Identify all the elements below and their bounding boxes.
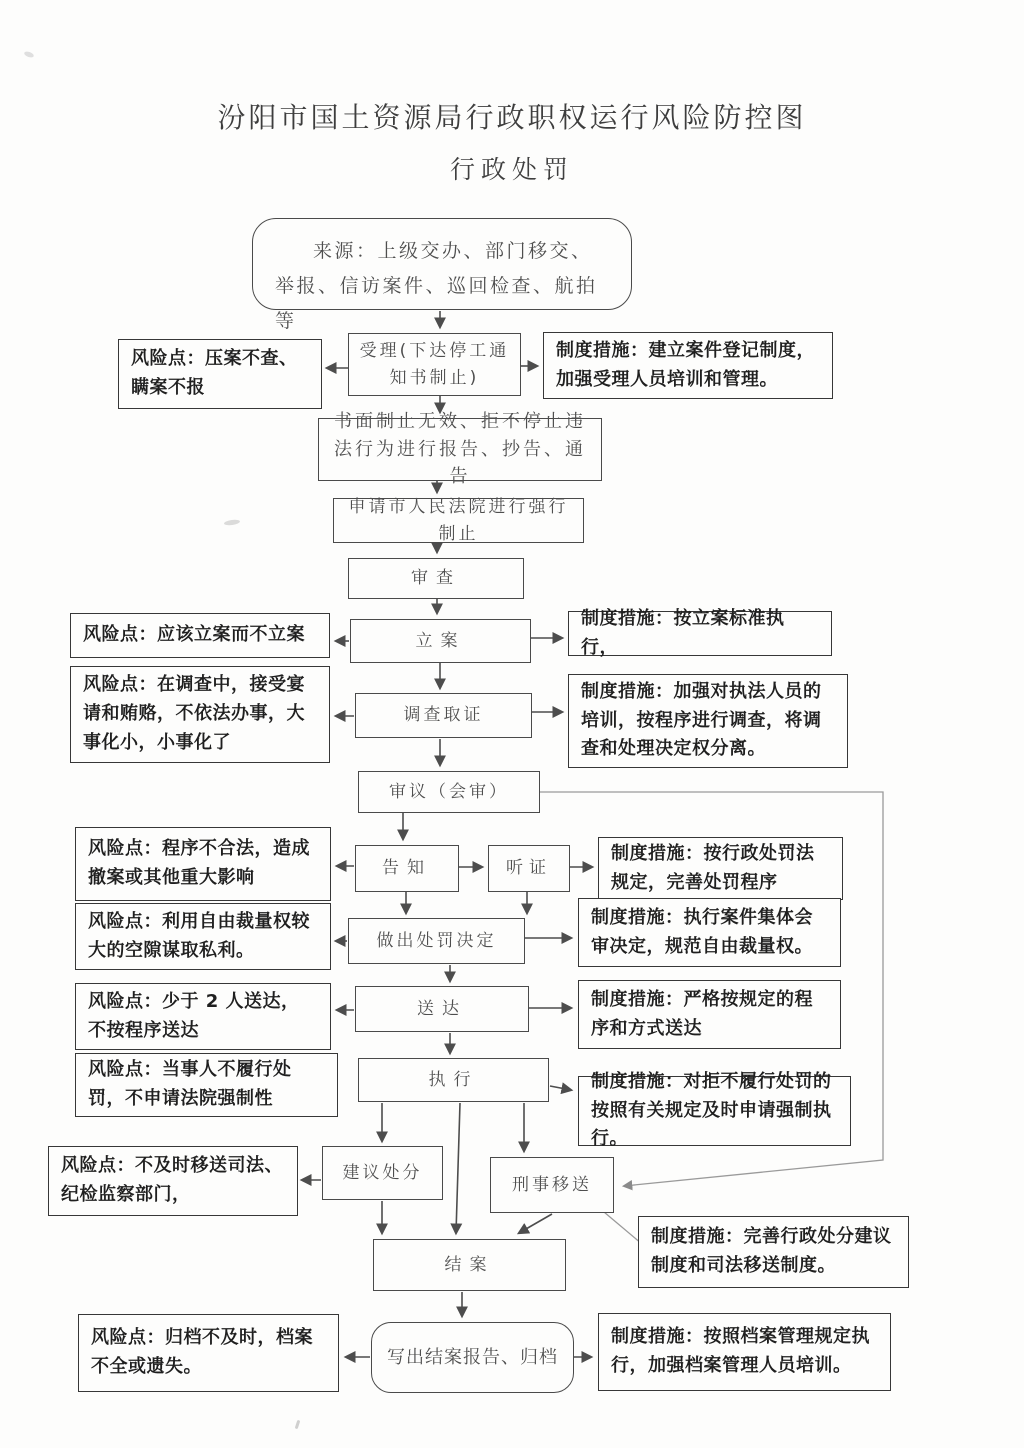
risk-filing: 风险点：应该立案而不立案 <box>70 613 330 658</box>
page-title: 汾阳市国土资源局行政职权运行风险防控图 <box>217 101 807 134</box>
node-filing: 立案 <box>350 619 531 663</box>
node-notify: 告知 <box>355 845 459 892</box>
measure-execution: 制度措施：对拒不履行处罚的按照有关规定及时申请强制执行。 <box>578 1076 851 1146</box>
node-investigation: 调查取证 <box>355 693 532 738</box>
page-subtitle: 行政处罚 <box>449 155 574 184</box>
node-suggest-sanction: 建议处分 <box>322 1146 443 1200</box>
node-hearing: 听证 <box>488 845 570 892</box>
node-written-stop: 书面制止无效、拒不停止违法行为进行报告、抄告、通告 <box>318 418 602 481</box>
measure-investigation: 制度措施：加强对执法人员的培训，按程序进行调查，将调查和处理决定权分离。 <box>568 674 848 768</box>
measure-notify: 制度措施：按行政处罚法规定，完善处罚程序 <box>598 837 843 900</box>
measure-delivery: 制度措施：严格按规定的程序和方式送达 <box>578 980 841 1049</box>
measure-filing: 制度措施：按立案标准执行， <box>568 611 832 656</box>
node-delivery: 送达 <box>355 986 529 1032</box>
node-source: 来源：上级交办、部门移交、举报、信访案件、巡回检查、航拍等 <box>252 218 632 310</box>
risk-investigation: 风险点：在调查中，接受宴请和贿赂，不依法办事，大事化小，小事化了 <box>70 666 330 763</box>
node-court-enforce: 申请市人民法院进行强行制止 <box>333 498 584 543</box>
scan-artifact <box>295 1420 301 1429</box>
measure-accept: 制度措施：建立案件登记制度，加强受理人员培训和管理。 <box>543 332 833 399</box>
node-accept: 受理(下达停工通知书制止) <box>348 333 521 396</box>
node-review: 审查 <box>348 558 524 599</box>
node-decision: 做出处罚决定 <box>348 918 525 964</box>
measure-decision: 制度措施：执行案件集体会审决定，规范自由裁量权。 <box>578 898 841 967</box>
risk-delivery: 风险点：少于 2 人送达，不按程序送达 <box>75 983 331 1050</box>
node-criminal-transfer: 刑事移送 <box>490 1157 614 1213</box>
risk-archive: 风险点：归档不及时，档案不全或遗失。 <box>78 1314 339 1392</box>
scan-artifact <box>23 50 34 58</box>
scan-artifact <box>224 519 241 526</box>
node-report-archive: 写出结案报告、归档 <box>371 1322 574 1393</box>
risk-transfer: 风险点：不及时移送司法、纪检监察部门， <box>48 1146 298 1216</box>
risk-decision: 风险点：利用自由裁量权较大的空隙谋取私利。 <box>75 903 331 970</box>
node-close-case: 结案 <box>373 1239 566 1291</box>
risk-execution: 风险点：当事人不履行处罚，不申请法院强制性 <box>75 1053 338 1117</box>
node-execution: 执行 <box>358 1058 549 1102</box>
node-deliberation: 审议（会审） <box>358 771 540 813</box>
measure-archive: 制度措施：按照档案管理规定执行，加强档案管理人员培训。 <box>598 1313 891 1391</box>
risk-accept: 风险点：压案不查、瞒案不报 <box>118 339 322 409</box>
risk-notify: 风险点：程序不合法，造成撤案或其他重大影响 <box>75 827 331 901</box>
measure-transfer: 制度措施：完善行政处分建议制度和司法移送制度。 <box>638 1216 909 1288</box>
